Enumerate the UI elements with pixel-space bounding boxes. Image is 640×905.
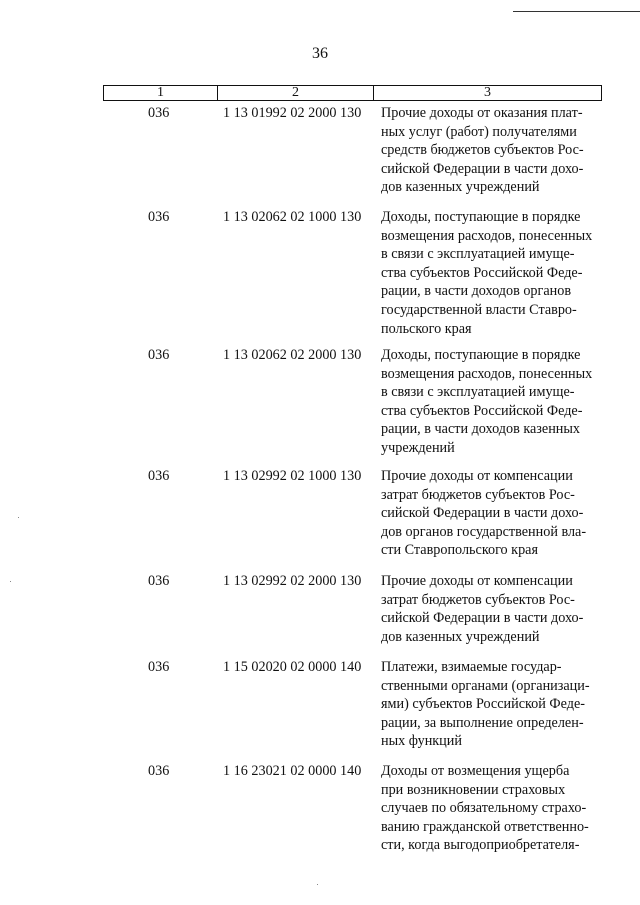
income-description (381, 762, 596, 855)
admin-code: 036 (148, 763, 170, 779)
description-line: ванию гражданской ответственно- (381, 818, 589, 835)
income-description (381, 346, 596, 458)
income-description (381, 658, 596, 751)
top-rule (513, 11, 640, 12)
admin-code: 036 (148, 468, 170, 484)
budget-classification-code: 1 16 23021 02 0000 140 (223, 763, 362, 779)
budget-classification-code: 1 13 02992 02 2000 130 (223, 573, 362, 589)
budget-classification-code: 1 13 01992 02 2000 130 (223, 105, 362, 121)
description-line: Прочие доходы от компенсации (381, 573, 573, 589)
table-header (103, 85, 602, 101)
description-line: Доходы, поступающие в порядке (381, 347, 581, 363)
description-line: затрат бюджетов субъектов Рос- (381, 591, 575, 608)
description-line: государственной власти Ставро- (381, 301, 577, 318)
description-line: сийской Федерации в части дохо- (381, 160, 584, 177)
description-line: дов органов государственной вла- (381, 523, 587, 540)
description-line: рации, в части доходов органов (381, 283, 572, 300)
description-line: Доходы от возмещения ущерба (381, 763, 570, 779)
description-line: возмещения расходов, понесенных (381, 365, 593, 382)
page-number: 36 (312, 45, 328, 62)
header-col-3: 3 (484, 85, 491, 100)
budget-classification-code: 1 15 02020 02 0000 140 (223, 659, 362, 675)
header-col-1: 1 (104, 86, 218, 100)
description-line: в связи с эксплуатацией имуще- (381, 384, 575, 401)
scan-speck (10, 581, 11, 582)
description-line: сийской Федерации в части дохо- (381, 505, 584, 522)
budget-classification-code: 1 13 02062 02 1000 130 (223, 209, 362, 225)
description-line: случаев по обязательному страхо- (381, 800, 587, 817)
description-line: Прочие доходы от компенсации (381, 468, 573, 484)
description-line: рации, в части доходов казенных (381, 421, 581, 438)
description-line: сийской Федерации в части дохо- (381, 610, 584, 627)
income-description (381, 467, 596, 560)
description-line: дов казенных учреждений (381, 179, 540, 196)
scan-speck (18, 517, 19, 518)
description-line: дов казенных учреждений (381, 628, 540, 645)
description-line: ства субъектов Российской Феде- (381, 402, 583, 419)
description-line: средств бюджетов субъектов Рос- (381, 142, 584, 159)
description-line: затрат бюджетов субъектов Рос- (381, 486, 575, 503)
admin-code: 036 (148, 105, 170, 121)
scan-speck (317, 884, 318, 885)
admin-code: 036 (148, 347, 170, 363)
description-line: Прочие доходы от оказания плат- (381, 105, 583, 121)
description-line: сти, когда выгодоприобретателя- (381, 837, 580, 854)
description-line: польского края (381, 320, 472, 337)
description-line: Доходы, поступающие в порядке (381, 209, 581, 225)
description-line: возмещения расходов, понесенных (381, 227, 593, 244)
description-line: учреждений (381, 439, 455, 456)
description-line: при возникновении страховых (381, 781, 566, 798)
description-line: рации, за выполнение определен- (381, 714, 584, 731)
admin-code: 036 (148, 659, 170, 675)
admin-code: 036 (148, 573, 170, 589)
description-line: ных функций (381, 733, 462, 750)
description-line: ства субъектов Российской Феде- (381, 264, 583, 281)
description-line: ных услуг (работ) получателями (381, 123, 577, 140)
income-description (381, 572, 596, 646)
description-line: сти Ставропольского края (381, 542, 538, 559)
description-line: в связи с эксплуатацией имуще- (381, 246, 575, 263)
budget-classification-code: 1 13 02062 02 2000 130 (223, 347, 362, 363)
budget-classification-code: 1 13 02992 02 1000 130 (223, 468, 362, 484)
description-line: ями) субъектов Российской Феде- (381, 696, 585, 713)
description-line: Платежи, взимаемые государ- (381, 659, 562, 675)
header-col-2: 2 (218, 86, 374, 100)
income-description (381, 104, 596, 197)
description-line: ственными органами (организаци- (381, 677, 590, 694)
admin-code: 036 (148, 209, 170, 225)
income-description (381, 208, 596, 338)
